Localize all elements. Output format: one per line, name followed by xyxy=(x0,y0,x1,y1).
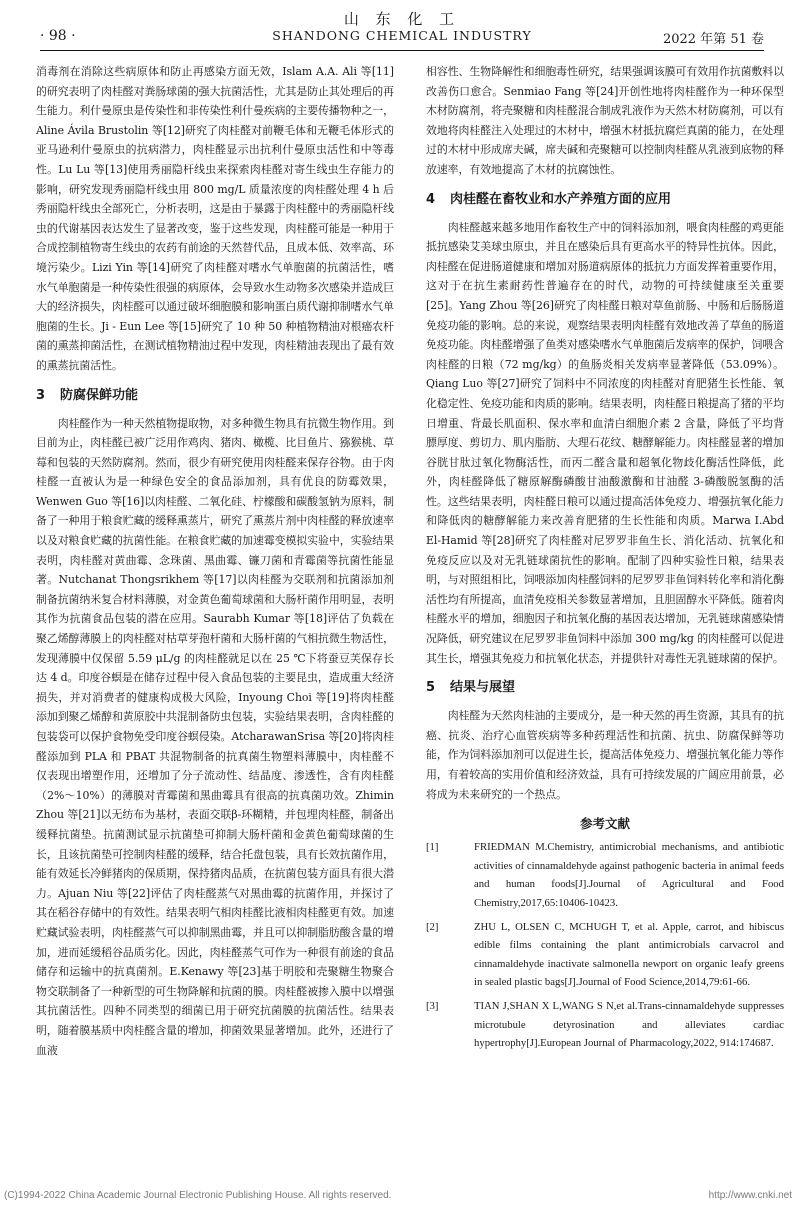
section-title: 防腐保鲜功能 xyxy=(60,387,139,403)
page-number: · 98 · xyxy=(40,28,76,44)
reference-item xyxy=(426,997,784,1053)
section-heading xyxy=(426,190,784,210)
reference-number: [1] xyxy=(426,841,439,854)
body-paragraph: 消毒剂在消除这些病原体和防止再感染方面无效，Islam A.A. Ali 等[11]的研究表明了肉桂醛对粪肠球菌的强大抗菌活性，尤其是防止其处理后的再生能力。利什曼原虫是传染性和非传染性利什曼疾病的主要传播物种之一，Aline Ávila Brustolin 等[12]研究了肉桂醛对前鞭毛体和无鞭毛体形式的亚马逊利什曼原虫的抗病潜力，肉桂醛显示出抗利什曼原虫活性和中等毒性。Lu Lu 等[13]使用秀丽隐杆线虫来探索肉桂醛对寄生线虫生存能力的影响，研究发现秀丽隐杆线虫用 800 mg/L 质量浓度的肉桂醛处理 4 h 后秀丽隐杆线虫全部死亡，分析表明，这是由于暴露于肉桂醛中的秀丽隐杆线虫的代谢基因表达发生了显著改变，鉴于这些发现，肉桂醛可能是一种用于合成控制植物寄生线虫的农药有前途的天然替代品，且成本低、效率高、环境污染少。Lizi Yin 等[14]研究了肉桂醛对嗜水气单胞菌的抗菌活性，嗜水气单胞菌是一种传染性很强的病原体，会导致水生动物多次感染并造成巨大的经济损失，肉桂醛可以通过破坏细胞膜和影响蛋白质代谢抑制嗜水气单胞菌的生长。Ji - Eun Lee 等[15]研究了 10 种 50 种植物精油对根癌农杆菌的熏蒸抑菌活性，在测试植物精油过程中发现，肉桂精油表现出了最有效的熏蒸抗菌活性。 xyxy=(36,65,394,372)
body-paragraph: 肉桂醛越来越多地用作畜牧生产中的饲料添加剂，喂食肉桂醛的鸡更能抵抗感染艾美球虫原虫，并且在感染后具有更高水平的特异性抗体。因此，肉桂醛在促进肠道健康和增加对肠道病原体的抵抗力方面发挥着重要作用，这对于在抗生素耐药性普遍存在的时代，动物的可持续健康至关重要[25]。Yang Zhou 等[26]研究了肉桂醛日粮对草鱼前肠、中肠和后肠肠道免疫功能的影响。总的来说，观察结果表明肉桂醛有效地改善了草鱼的肠道免疫功能。肉桂醛增强了鱼类对感染嗜水气单胞菌后发病率的保护，饲喂含肉桂醛的日粮（72 mg/kg）的鱼肠炎相关发病率显著降低（53.09%）。Qiang Luo 等[27]研究了饲料中不同浓度的肉桂醛对育肥猪生长性能、氧化稳定性、免疫功能和肉质的影响。结果表明，肉桂醛日粮提高了猪的平均日增重、背最长肌面积、保水率和血清白细胞介素 2 含量，降低了平均背膘厚度、剪切力、肌内脂肪、大理石花纹、糖酵解能力。肉桂醛显著的增加谷胱甘肽过氧化物酶活性，而丙二醛含量和超氧化物歧化酶活性降低，此外，肉桂醛降低了糖原解酶磷酸甘油酸激酶和甘油醛 3-磷酸脱氢酶的活性。这些结果表明，肉桂醛日粮可以通过提高活体免疫力、增强抗氧化能力和降低肉的糖酵解能力来改善育肥猪的生长性能和肉质。Marwa I.Abd El-Hamid 等[28]研究了肉桂醛对尼罗罗非鱼生长、消化活动、抗氧化和免疫反应以及对无乳链球菌抗性的影响。配制了四种实验性日粮，结果表明，与对照组相比，饲喂添加肉桂醛饲料的尼罗罗非鱼饲料转化率和消化酶活性均有所提高，血清免疫相关参数显著增加，且胆固醇水平降低。随着肉桂醛水平的增加，细胞因子和抗氧化酶的基因表达增加，无乳链球菌感染情况降低，研究建议在尼罗罗非鱼饲料中添加 300 mg/kg 的肉桂醛可以促进其生长，增强其免疫力和抗氧化状态，并提供针对毒性无乳链球菌的保护。 xyxy=(426,220,784,665)
section-heading xyxy=(426,678,784,698)
journal-title-cn: 山 东 化 工 xyxy=(343,10,461,28)
issue-info: 2022 年第 51 卷 xyxy=(662,32,764,47)
reference-item xyxy=(426,918,784,992)
journal-title-en: SHANDONG CHEMICAL INDUSTRY xyxy=(272,28,532,43)
section-number: 4 xyxy=(426,191,436,207)
section-number: 3 xyxy=(36,387,46,403)
reference-item xyxy=(426,838,784,912)
reference-number: [3] xyxy=(426,999,439,1012)
body-paragraph: 肉桂醛为天然肉桂油的主要成分，是一种天然的再生资源，其具有的抗癌、抗炎、治疗心血管疾病等多种药理活性和抗菌、抗虫、防腐保鲜等功能，作为饲料添加剂可以促进生长，提高活体免疫力、增强抗氧化能力等作用，有着较高的实用价值和经济效益，具有可持续发展的广阔应用前景，必将成为未来研究的一个热点。 xyxy=(426,709,784,801)
reference-text: TIAN J,SHAN X L,WANG S N,et al.Trans-cinnamaldehyde suppresses microtubule detyrosination and alleviates cardiac hypertrophy[J].European Journal of Pharmacology,2022, 914:174687. xyxy=(474,999,784,1050)
reference-text: ZHU L, OLSEN C, MCHUGH T, et al. Apple, carrot, and hibiscus edible films containing the plant antimicrobials carvacrol and cinnamaldehyde inactivate salmonella newport on organic leafy greens in sealed plastic bags[J].Journal of Food Science,2014,79:61-66. xyxy=(474,920,784,989)
copyright-notice: (C)1994-2022 China Academic Journal Electronic Publishing House. All rights reserved. xyxy=(4,1190,392,1201)
body-paragraph: 肉桂醛作为一种天然植物提取物，对多种微生物具有抗微生物作用。到目前为止，肉桂醛已被广泛用作鸡肉、猪肉、橄榄、比目鱼片、猕猴桃、草莓和包装的天然防腐剂。然而，很少有研究使用肉桂醛来保存谷物。由于肉桂醛一直被认为是一种绿色安全的食品添加剂，具有优良的防霉效果，Wenwen Guo 等[16]以肉桂醛、二氧化硅、柠檬酸和碳酸氢钠为原料，制备了一种用于粮食贮藏的缓释熏蒸片，研究了熏蒸片剂中肉桂醛的释放速率以及对粮食贮藏的抗菌性能。在粮食贮藏的加速霉变模拟实验中，实验结果表明，肉桂醛对黄曲霉、念珠菌、黑曲霉、镰刀菌和青霉菌等抗菌性能显著。Nutchanat Thongsrikhem 等[17]以肉桂醛为交联剂和抗菌添加剂制备抗菌纳米复合材料薄膜，对金黄色葡萄球菌和大肠杆菌作用明显，表明其作为抗菌食品包装的潜在应用。Saurabh Kumar 等[18]评估了负载在聚乙烯醇薄膜上的肉桂醛对枯草芽孢杆菌和大肠杆菌的气相抗微生物活性，发现薄膜中仅保留 5.59 μL/g 的肉桂醛就足以在 25 ℃下将蚕豆芙保存长达 4 d。印度谷螟是在储存过程中侵入食品包装的主要昆虫，造成重大经济损失，并对消费者的健康构成极大风险，Inyoung Choi 等[19]将肉桂醛添加到聚乙烯醇和黄原胶中共混制备防虫包装，实验结果表明，含肉桂醛的包装袋可以保护食物免受印度谷螟侵染。AtcharawanSrisa 等[20]将肉桂醛添加到 PLA 和 PBAT 共混物制备的抗真菌生物塑料薄膜中，肉桂醛不仅表现出增塑作用，还增加了分子流动性、结晶度、渗透性，含有肉桂醛（2%～10%）的薄膜对青霉菌和黑曲霉具有很高的抗真菌功效。Zhimin Zhou 等[21]以无纺布为基材，表面交联β-环糊精，并包埋肉桂醛，制备出缓释抗菌垫。抗菌测试显示抗菌垫可抑制大肠杆菌和金黄色葡萄球菌的生长，且该抗菌垫可控制肉桂醛的缓释，结合托盘包装，具有长效抗菌作用，能有效延长冷鲜猪肉的保质期，保持猪肉品质，在抗菌包装方面具有很大潜力。Ajuan Niu 等[22]评估了肉桂醛蒸气对黑曲霉的抗菌作用，并探讨了其在稻谷存储中的有效性。结果表明气相肉桂醛比液相肉桂醛更有效。加速贮藏试验表明，肉桂醛蒸气可以抑制黑曲霉，并且可以抑制脂肪酸含量的增加，进而延缓稻谷品质劣化。因此，肉桂醛蒸气可作为一种很有前途的食品储存和运输中的抗真菌剂。E.Kenawy 等[23]基于明胶和壳聚糖生物聚合物交联制备了一种新型的可生物降解和抗菌的膜。肉桂醛被掺入膜中以增强其抗菌活性。四种不同类型的细菌已用于研究抗菌膜的抗菌活性。结果表明，随着膜基质中肉桂醛含量的增加，抑菌效果显著增加。此外，还进行了血液 xyxy=(36,416,394,1057)
body-paragraph: 相容性、生物降解性和细胞毒性研究，结果强调该膜可有效用作抗菌敷料以改善伤口愈合。Senmiao Fang 等[24]开创性地将肉桂醛作为一种环保型木材防腐剂，将壳聚糖和肉桂醛混合制成乳液作为天然木材防腐剂，可以有效地将肉桂醛注入处理过的木材中，增强木材抵抗腐烂真菌的能力，在处理过的木材中形成席夫碱，席夫碱和壳聚糖可以控制肉桂醛从乳液到底物的释放速率，有效地提高了木材的抗腐蚀性。 xyxy=(426,65,784,176)
reference-text: FRIEDMAN M.Chemistry, antimicrobial mechanisms, and antibiotic activities of cinnamaldehyde against pathogenic bacteria in animal feeds and human foods[J].Journal of Agricultural and Food Chemistry,2017,65:10406-10423. xyxy=(474,841,784,909)
publisher-url[interactable]: http://www.cnki.net xyxy=(708,1190,792,1201)
reference-number: [2] xyxy=(426,920,439,933)
journal-title xyxy=(40,10,764,44)
section-heading xyxy=(36,386,394,406)
left-column xyxy=(36,62,394,1060)
page-header xyxy=(40,10,764,48)
reference-list xyxy=(426,838,784,1053)
section-number: 5 xyxy=(426,680,436,696)
section-title: 结果与展望 xyxy=(450,680,516,696)
right-column xyxy=(426,62,784,1058)
section-title: 肉桂醛在畜牧业和水产养殖方面的应用 xyxy=(450,191,672,207)
references-heading: 参考文献 xyxy=(579,816,630,832)
header-rule xyxy=(40,50,764,51)
